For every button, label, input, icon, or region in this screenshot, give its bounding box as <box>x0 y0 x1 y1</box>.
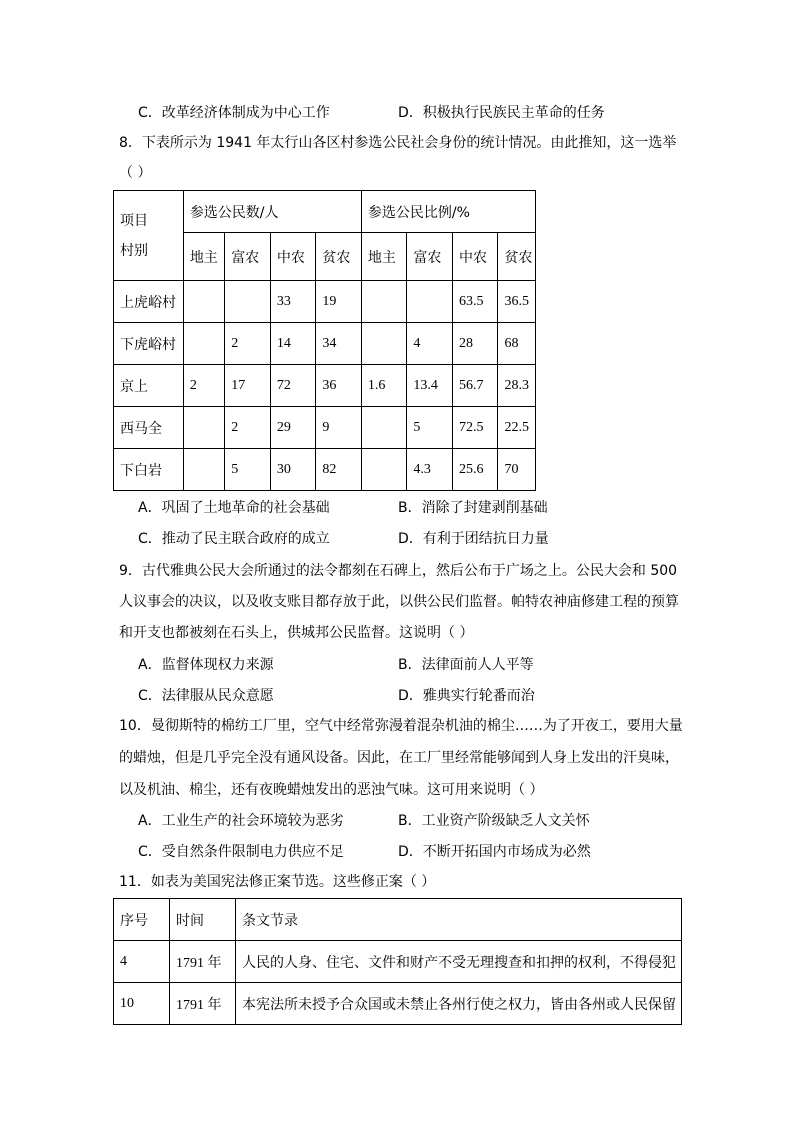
q9-option-c: C．法律服从民众意愿 <box>138 688 274 704</box>
table-cell <box>361 449 407 491</box>
table-cell: 4 <box>407 323 453 365</box>
table-cell <box>407 281 453 323</box>
village-name: 下虎峪村 <box>114 323 184 365</box>
village-name: 下白岩 <box>114 449 184 491</box>
table-cell <box>361 323 407 365</box>
table-cell: 36.5 <box>498 281 536 323</box>
q8-table <box>113 190 536 491</box>
table-cell: 4.3 <box>407 449 453 491</box>
q8-stem: 8．下表所示为 1941 年太行山各区村参选公民社会身份的统计情况。由此推知，这一选举 <box>119 135 677 151</box>
q10-option-a: A．工业生产的社会环境较为恶劣 <box>138 813 344 829</box>
q8-subheader: 富农 <box>407 233 453 281</box>
table-cell: 29 <box>270 407 316 449</box>
table-row <box>114 365 536 407</box>
table-cell: 22.5 <box>498 407 536 449</box>
q10-option-c: C．受自然条件限制电力供应不足 <box>138 844 344 860</box>
table-cell <box>183 449 224 491</box>
q7-option-c: C．改革经济体制成为中心工作 <box>138 105 330 121</box>
table-cell: 9 <box>316 407 362 449</box>
q8-subheader: 地主 <box>361 233 407 281</box>
table-row <box>114 281 536 323</box>
table-cell: 5 <box>407 407 453 449</box>
village-name: 京上 <box>114 365 184 407</box>
table-cell: 13.4 <box>407 365 453 407</box>
table-cell: 70 <box>498 449 536 491</box>
table-row <box>114 449 536 491</box>
table-row <box>114 941 682 983</box>
q10-option-b: B．工业资产阶级缺乏人文关怀 <box>398 813 590 829</box>
table-cell: 72 <box>270 365 316 407</box>
q8-group2-header: 参选公民比例/% <box>361 191 535 233</box>
table-cell: 33 <box>270 281 316 323</box>
table-cell: 34 <box>316 323 362 365</box>
table-row <box>114 323 536 365</box>
q8-answer-blank: （ ） <box>119 165 152 181</box>
table-cell: 14 <box>270 323 316 365</box>
table-cell: 30 <box>270 449 316 491</box>
amendment-number: 10 <box>114 983 170 1025</box>
q11-header-text: 条文节录 <box>236 899 682 941</box>
q9-option-d: D．雅典实行轮番而治 <box>398 688 535 704</box>
amendment-text: 人民的人身、住宅、文件和财产不受无理搜查和扣押的权利，不得侵犯 <box>236 941 682 983</box>
table-cell: 19 <box>316 281 362 323</box>
q10-line-3: 以及机油、棉尘，还有夜晚蜡烛发出的恶浊气味。这可用来说明（ ） <box>119 782 544 798</box>
table-cell: 1.6 <box>361 365 407 407</box>
table-cell: 63.5 <box>452 281 498 323</box>
q9-line-1: 9．古代雅典公民大会所通过的法令都刻在石碑上，然后公布于广场之上。公民大会和 500 <box>119 563 678 579</box>
table-cell <box>225 281 271 323</box>
q10-line-1: 10．曼彻斯特的棉纺工厂里，空气中经常弥漫着混杂机油的棉尘……为了开夜工，要用大量 <box>119 718 683 734</box>
q8-subheader: 贫农 <box>316 233 362 281</box>
q8-subheader: 中农 <box>452 233 498 281</box>
table-cell: 17 <box>225 365 271 407</box>
table-cell: 2 <box>225 323 271 365</box>
table-cell: 82 <box>316 449 362 491</box>
q8-table-corner <box>114 191 184 281</box>
table-cell: 5 <box>225 449 271 491</box>
amendment-time: 1791 年 <box>170 983 236 1025</box>
q11-table <box>113 898 682 1025</box>
q8-corner-top: 项目 <box>120 212 148 229</box>
amendment-time: 1791 年 <box>170 941 236 983</box>
q11-header-number: 序号 <box>114 899 170 941</box>
q7-option-d: D．积极执行民族民主革命的任务 <box>398 105 605 121</box>
table-cell: 28 <box>452 323 498 365</box>
q11-header-row <box>114 899 682 941</box>
table-cell: 36 <box>316 365 362 407</box>
q8-subheader: 地主 <box>183 233 224 281</box>
q11-header-time: 时间 <box>170 899 236 941</box>
q8-subheader: 中农 <box>270 233 316 281</box>
q8-option-c: C．推动了民主联合政府的成立 <box>138 531 330 547</box>
q8-option-b: B．消除了封建剥削基础 <box>398 500 548 516</box>
q8-option-d: D．有利于团结抗日力量 <box>398 531 549 547</box>
village-name: 上虎峪村 <box>114 281 184 323</box>
table-cell <box>183 281 224 323</box>
table-cell <box>361 281 407 323</box>
table-cell: 2 <box>225 407 271 449</box>
q10-line-2: 的蜡烛，但是几乎完全没有通风设备。因此，在工厂里经常能够闻到人身上发出的汗臭味， <box>119 750 679 766</box>
amendment-text: 本宪法所未授予合众国或未禁止各州行使之权力，皆由各州或人民保留 <box>236 983 682 1025</box>
table-cell: 28.3 <box>498 365 536 407</box>
table-row <box>114 407 536 449</box>
q9-line-3: 和开支也都被刻在石头上，供城邦公民监督。这说明（ ） <box>119 625 474 641</box>
q11-stem: 11．如表为美国宪法修正案节选。这些修正案（ ） <box>119 874 436 890</box>
q9-line-2: 人议事会的决议，以及收支账目都存放于此，以供公民们监督。帕特农神庙修建工程的预算 <box>119 594 679 610</box>
table-cell <box>361 407 407 449</box>
q8-subheader: 富农 <box>225 233 271 281</box>
q8-option-a: A．巩固了土地革命的社会基础 <box>138 500 330 516</box>
amendment-number: 4 <box>114 941 170 983</box>
q9-option-a: A．监督体现权力来源 <box>138 657 274 673</box>
q8-subheader: 贫农 <box>498 233 536 281</box>
table-cell: 25.6 <box>452 449 498 491</box>
table-cell: 2 <box>183 365 224 407</box>
village-name: 西马全 <box>114 407 184 449</box>
table-cell: 56.7 <box>452 365 498 407</box>
table-row <box>114 983 682 1025</box>
table-cell: 68 <box>498 323 536 365</box>
table-cell <box>183 407 224 449</box>
table-cell: 72.5 <box>452 407 498 449</box>
q10-option-d: D．不断开拓国内市场成为必然 <box>398 844 591 860</box>
q8-group1-header: 参选公民数/人 <box>183 191 361 233</box>
q9-option-b: B．法律面前人人平等 <box>398 657 534 673</box>
q8-corner-bottom: 村别 <box>120 242 148 259</box>
table-cell <box>183 323 224 365</box>
